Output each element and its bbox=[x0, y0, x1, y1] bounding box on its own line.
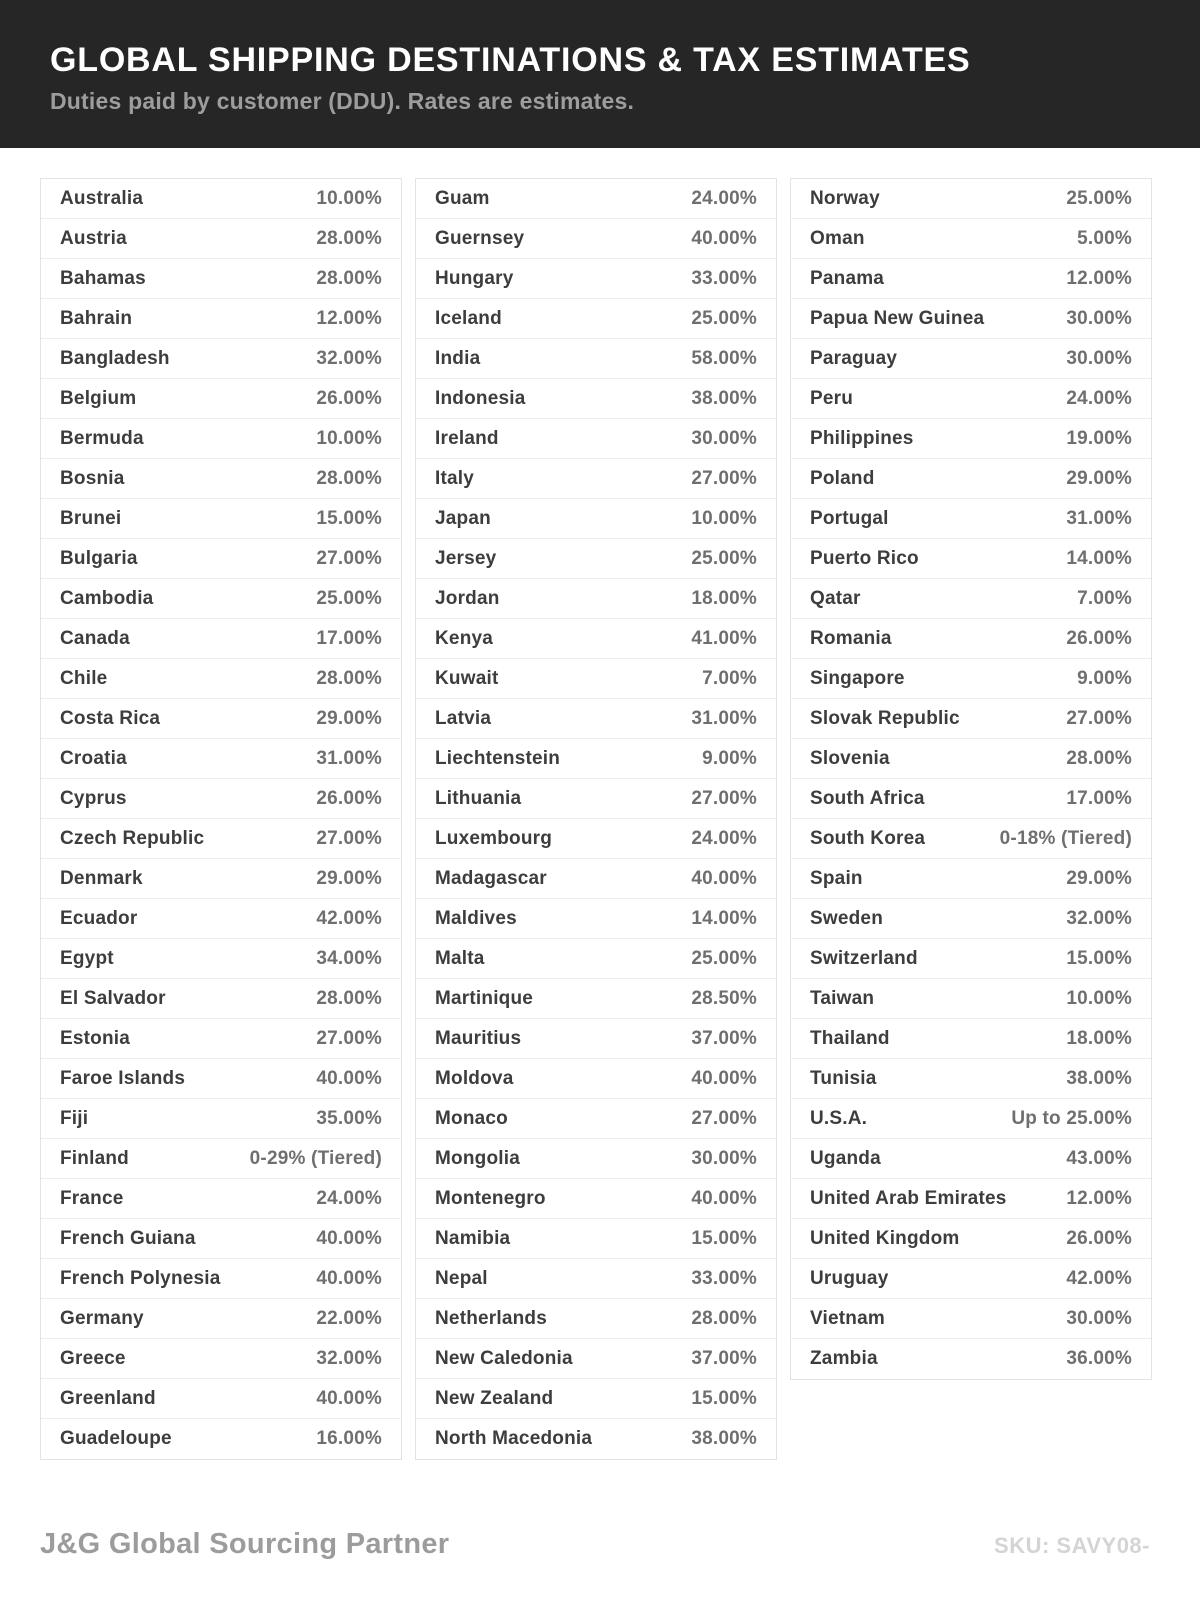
table-row bbox=[41, 1339, 401, 1379]
country-label: Montenegro bbox=[435, 1187, 546, 1209]
rate-value: 28.00% bbox=[691, 1307, 757, 1329]
table-row bbox=[791, 819, 1151, 859]
rate-value: 34.00% bbox=[316, 947, 382, 969]
table-row bbox=[791, 499, 1151, 539]
rate-value: 27.00% bbox=[1066, 707, 1132, 729]
country-label: United Arab Emirates bbox=[810, 1187, 1007, 1209]
table-row bbox=[41, 499, 401, 539]
rate-value: 40.00% bbox=[316, 1067, 382, 1089]
table-row bbox=[41, 699, 401, 739]
table-row bbox=[41, 1219, 401, 1259]
table-row bbox=[41, 1099, 401, 1139]
rate-value: 7.00% bbox=[1077, 587, 1132, 609]
table-row bbox=[41, 1419, 401, 1459]
country-label: Monaco bbox=[435, 1107, 508, 1129]
rate-value: Up to 25.00% bbox=[1011, 1107, 1132, 1129]
rate-value: 15.00% bbox=[691, 1227, 757, 1249]
country-label: Tunisia bbox=[810, 1067, 877, 1089]
rate-value: 15.00% bbox=[1066, 947, 1132, 969]
rate-value: 28.00% bbox=[316, 467, 382, 489]
country-label: Greece bbox=[60, 1347, 126, 1369]
rate-value: 25.00% bbox=[691, 947, 757, 969]
rate-value: 10.00% bbox=[316, 187, 382, 209]
table-row bbox=[416, 659, 776, 699]
rates-column-1 bbox=[40, 178, 402, 1460]
country-label: Slovak Republic bbox=[810, 707, 960, 729]
rate-value: 29.00% bbox=[316, 707, 382, 729]
table-row bbox=[41, 419, 401, 459]
country-label: Jordan bbox=[435, 587, 500, 609]
country-label: South Korea bbox=[810, 827, 926, 849]
table-row bbox=[791, 1179, 1151, 1219]
rate-value: 38.00% bbox=[691, 1428, 757, 1449]
country-label: Fiji bbox=[60, 1107, 89, 1129]
rate-value: 29.00% bbox=[316, 867, 382, 889]
country-label: El Salvador bbox=[60, 987, 166, 1009]
table-row bbox=[791, 1139, 1151, 1179]
rate-value: 17.00% bbox=[1066, 787, 1132, 809]
table-row bbox=[416, 859, 776, 899]
country-label: Switzerland bbox=[810, 947, 918, 969]
country-label: Belgium bbox=[60, 387, 137, 409]
country-label: Panama bbox=[810, 267, 885, 289]
country-label: South Africa bbox=[810, 787, 925, 809]
country-label: Mauritius bbox=[435, 1027, 522, 1049]
country-label: Guernsey bbox=[435, 227, 525, 249]
country-label: Thailand bbox=[810, 1027, 890, 1049]
rate-value: 30.00% bbox=[1066, 1307, 1132, 1329]
country-label: Maldives bbox=[435, 907, 517, 929]
country-label: Norway bbox=[810, 187, 880, 209]
table-row bbox=[791, 259, 1151, 299]
rate-value: 27.00% bbox=[691, 787, 757, 809]
rate-value: 42.00% bbox=[1066, 1267, 1132, 1289]
rate-value: 40.00% bbox=[316, 1227, 382, 1249]
country-label: Luxembourg bbox=[435, 827, 553, 849]
country-label: Lithuania bbox=[435, 787, 522, 809]
rate-value: 24.00% bbox=[1066, 387, 1132, 409]
table-row bbox=[41, 379, 401, 419]
table-row bbox=[416, 1419, 776, 1459]
table-row bbox=[416, 819, 776, 859]
table-row bbox=[791, 619, 1151, 659]
country-label: Italy bbox=[435, 467, 475, 489]
table-row bbox=[791, 1299, 1151, 1339]
table-row bbox=[41, 1019, 401, 1059]
table-row bbox=[41, 299, 401, 339]
table-row bbox=[41, 619, 401, 659]
table-row bbox=[416, 619, 776, 659]
country-label: Latvia bbox=[435, 707, 492, 729]
rates-column-3 bbox=[790, 178, 1152, 1380]
table-row bbox=[791, 1059, 1151, 1099]
rate-value: 18.00% bbox=[1066, 1027, 1132, 1049]
rate-value: 30.00% bbox=[1066, 307, 1132, 329]
rate-value: 33.00% bbox=[691, 1267, 757, 1289]
table-row bbox=[791, 1219, 1151, 1259]
table-row bbox=[416, 1299, 776, 1339]
rate-value: 14.00% bbox=[1066, 547, 1132, 569]
country-label: Bosnia bbox=[60, 467, 125, 489]
rate-value: 40.00% bbox=[691, 1187, 757, 1209]
table-row bbox=[416, 539, 776, 579]
country-label: Netherlands bbox=[435, 1307, 548, 1329]
country-label: Philippines bbox=[810, 427, 914, 449]
rate-value: 27.00% bbox=[316, 827, 382, 849]
country-label: United Kingdom bbox=[810, 1227, 960, 1249]
rate-value: 18.00% bbox=[691, 587, 757, 609]
country-label: Vietnam bbox=[810, 1307, 885, 1329]
rate-value: 10.00% bbox=[316, 427, 382, 449]
table-row bbox=[416, 939, 776, 979]
rate-value: 40.00% bbox=[316, 1267, 382, 1289]
table-row bbox=[791, 459, 1151, 499]
rate-value: 24.00% bbox=[691, 187, 757, 209]
country-label: Greenland bbox=[60, 1387, 156, 1409]
country-label: Qatar bbox=[810, 587, 861, 609]
table-row bbox=[41, 899, 401, 939]
table-row bbox=[791, 539, 1151, 579]
rate-value: 10.00% bbox=[691, 507, 757, 529]
country-label: Poland bbox=[810, 467, 875, 489]
country-label: Ecuador bbox=[60, 907, 138, 929]
table-row bbox=[791, 179, 1151, 219]
rate-value: 26.00% bbox=[1066, 627, 1132, 649]
table-row bbox=[416, 779, 776, 819]
country-label: Jersey bbox=[435, 547, 497, 569]
table-row bbox=[791, 379, 1151, 419]
country-label: Malta bbox=[435, 947, 485, 969]
rate-value: 28.00% bbox=[1066, 747, 1132, 769]
country-label: Japan bbox=[435, 507, 491, 529]
table-row bbox=[416, 459, 776, 499]
table-row bbox=[416, 1099, 776, 1139]
table-row bbox=[416, 1339, 776, 1379]
rate-value: 28.00% bbox=[316, 987, 382, 1009]
country-label: Ireland bbox=[435, 427, 499, 449]
table-row bbox=[416, 419, 776, 459]
table-row bbox=[416, 1139, 776, 1179]
country-label: Faroe Islands bbox=[60, 1067, 186, 1089]
rate-value: 0-29% (Tiered) bbox=[249, 1147, 382, 1169]
table-row bbox=[41, 819, 401, 859]
rate-value: 27.00% bbox=[316, 1027, 382, 1049]
country-label: Kuwait bbox=[435, 667, 499, 689]
table-row bbox=[791, 419, 1151, 459]
rate-value: 12.00% bbox=[316, 307, 382, 329]
country-label: Finland bbox=[60, 1147, 129, 1169]
rate-value: 40.00% bbox=[316, 1387, 382, 1409]
rate-value: 30.00% bbox=[1066, 347, 1132, 369]
rate-value: 9.00% bbox=[1077, 667, 1132, 689]
country-label: Czech Republic bbox=[60, 827, 205, 849]
rate-value: 26.00% bbox=[316, 787, 382, 809]
table-row bbox=[416, 1059, 776, 1099]
rate-value: 14.00% bbox=[691, 907, 757, 929]
rate-value: 31.00% bbox=[1066, 507, 1132, 529]
table-row bbox=[41, 739, 401, 779]
country-label: French Guiana bbox=[60, 1227, 196, 1249]
rate-value: 5.00% bbox=[1077, 227, 1132, 249]
table-row bbox=[41, 459, 401, 499]
rate-value: 0-18% (Tiered) bbox=[999, 827, 1132, 849]
rate-value: 28.50% bbox=[691, 987, 757, 1009]
country-label: Zambia bbox=[810, 1348, 878, 1369]
table-row bbox=[41, 259, 401, 299]
country-label: Uruguay bbox=[810, 1267, 889, 1289]
rate-value: 10.00% bbox=[1066, 987, 1132, 1009]
table-row bbox=[416, 899, 776, 939]
rate-value: 43.00% bbox=[1066, 1147, 1132, 1169]
rate-value: 32.00% bbox=[1066, 907, 1132, 929]
country-label: Denmark bbox=[60, 867, 143, 889]
country-label: Bulgaria bbox=[60, 547, 138, 569]
country-label: Cambodia bbox=[60, 587, 154, 609]
country-label: Croatia bbox=[60, 747, 127, 769]
brand-name: J&G Global Sourcing Partner bbox=[40, 1528, 450, 1560]
table-row bbox=[791, 579, 1151, 619]
rate-value: 25.00% bbox=[316, 587, 382, 609]
rate-value: 28.00% bbox=[316, 267, 382, 289]
page-title: GLOBAL SHIPPING DESTINATIONS & TAX ESTIMATES bbox=[50, 41, 971, 79]
rate-value: 27.00% bbox=[691, 1107, 757, 1129]
table-row bbox=[791, 939, 1151, 979]
table-row bbox=[416, 339, 776, 379]
country-label: Slovenia bbox=[810, 747, 890, 769]
country-label: Oman bbox=[810, 227, 865, 249]
rate-value: 15.00% bbox=[316, 507, 382, 529]
table-row bbox=[416, 379, 776, 419]
country-label: Australia bbox=[60, 187, 144, 209]
rate-value: 40.00% bbox=[691, 1067, 757, 1089]
table-row bbox=[41, 539, 401, 579]
table-row bbox=[41, 219, 401, 259]
table-row bbox=[416, 1219, 776, 1259]
country-label: Egypt bbox=[60, 947, 114, 969]
rate-value: 24.00% bbox=[691, 827, 757, 849]
country-label: Bangladesh bbox=[60, 347, 170, 369]
rate-value: 7.00% bbox=[702, 667, 757, 689]
country-label: Liechtenstein bbox=[435, 747, 561, 769]
table-row bbox=[41, 939, 401, 979]
rate-value: 37.00% bbox=[691, 1347, 757, 1369]
rate-value: 32.00% bbox=[316, 347, 382, 369]
country-label: Guadeloupe bbox=[60, 1428, 172, 1449]
rate-value: 29.00% bbox=[1066, 467, 1132, 489]
country-label: Kenya bbox=[435, 627, 494, 649]
country-label: Singapore bbox=[810, 667, 905, 689]
rate-value: 25.00% bbox=[691, 307, 757, 329]
table-row bbox=[416, 1379, 776, 1419]
country-label: Estonia bbox=[60, 1027, 131, 1049]
country-label: Bermuda bbox=[60, 427, 144, 449]
table-row bbox=[41, 659, 401, 699]
table-row bbox=[416, 979, 776, 1019]
table-row bbox=[791, 219, 1151, 259]
table-row bbox=[791, 899, 1151, 939]
table-row bbox=[416, 499, 776, 539]
country-label: Nepal bbox=[435, 1267, 488, 1289]
rates-table bbox=[40, 178, 1152, 1460]
country-label: Paraguay bbox=[810, 347, 898, 369]
rate-value: 31.00% bbox=[316, 747, 382, 769]
rate-value: 58.00% bbox=[691, 347, 757, 369]
table-row bbox=[416, 1019, 776, 1059]
table-row bbox=[41, 339, 401, 379]
country-label: Brunei bbox=[60, 507, 122, 529]
country-label: Costa Rica bbox=[60, 707, 161, 729]
rate-value: 38.00% bbox=[691, 387, 757, 409]
table-row bbox=[41, 1299, 401, 1339]
table-row bbox=[791, 779, 1151, 819]
rate-value: 29.00% bbox=[1066, 867, 1132, 889]
table-row bbox=[416, 579, 776, 619]
table-row bbox=[791, 1019, 1151, 1059]
table-row bbox=[791, 1259, 1151, 1299]
rate-value: 36.00% bbox=[1066, 1348, 1132, 1369]
sku-label: SKU: SAVY08- bbox=[994, 1533, 1150, 1558]
rate-value: 25.00% bbox=[1066, 187, 1132, 209]
country-label: New Zealand bbox=[435, 1387, 554, 1409]
page-subtitle: Duties paid by customer (DDU). Rates are estimates. bbox=[50, 88, 635, 115]
table-row bbox=[416, 179, 776, 219]
table-row bbox=[791, 339, 1151, 379]
table-row bbox=[791, 859, 1151, 899]
table-row bbox=[41, 179, 401, 219]
table-row bbox=[416, 1259, 776, 1299]
table-row bbox=[41, 1179, 401, 1219]
table-row bbox=[41, 1259, 401, 1299]
country-label: Chile bbox=[60, 667, 108, 689]
rate-value: 12.00% bbox=[1066, 267, 1132, 289]
country-label: Bahrain bbox=[60, 307, 133, 329]
table-row bbox=[791, 979, 1151, 1019]
rate-value: 42.00% bbox=[316, 907, 382, 929]
rate-value: 17.00% bbox=[316, 627, 382, 649]
page-header bbox=[0, 0, 1200, 148]
country-label: U.S.A. bbox=[810, 1107, 868, 1129]
table-row bbox=[416, 739, 776, 779]
country-label: Austria bbox=[60, 227, 127, 249]
country-label: Namibia bbox=[435, 1227, 511, 1249]
rate-value: 28.00% bbox=[316, 227, 382, 249]
table-row bbox=[791, 1339, 1151, 1379]
table-row bbox=[416, 1179, 776, 1219]
rate-value: 32.00% bbox=[316, 1347, 382, 1369]
rate-value: 25.00% bbox=[691, 547, 757, 569]
rate-value: 40.00% bbox=[691, 227, 757, 249]
country-label: Germany bbox=[60, 1307, 144, 1329]
country-label: New Caledonia bbox=[435, 1347, 573, 1369]
rate-value: 9.00% bbox=[702, 747, 757, 769]
rate-value: 31.00% bbox=[691, 707, 757, 729]
rate-value: 41.00% bbox=[691, 627, 757, 649]
country-label: Portugal bbox=[810, 507, 889, 529]
table-row bbox=[41, 1379, 401, 1419]
rate-value: 38.00% bbox=[1066, 1067, 1132, 1089]
rate-value: 24.00% bbox=[316, 1187, 382, 1209]
country-label: India bbox=[435, 347, 481, 369]
country-label: Sweden bbox=[810, 907, 883, 929]
table-row bbox=[416, 259, 776, 299]
rate-value: 22.00% bbox=[316, 1307, 382, 1329]
table-row bbox=[41, 979, 401, 1019]
country-label: Puerto Rico bbox=[810, 547, 919, 569]
rate-value: 26.00% bbox=[316, 387, 382, 409]
country-label: France bbox=[60, 1187, 124, 1209]
country-label: Guam bbox=[435, 187, 490, 209]
rate-value: 30.00% bbox=[691, 1147, 757, 1169]
table-row bbox=[791, 1099, 1151, 1139]
country-label: Peru bbox=[810, 387, 854, 409]
table-row bbox=[41, 779, 401, 819]
table-row bbox=[791, 739, 1151, 779]
rate-value: 12.00% bbox=[1066, 1187, 1132, 1209]
country-label: French Polynesia bbox=[60, 1267, 221, 1289]
country-label: Romania bbox=[810, 627, 892, 649]
country-label: Hungary bbox=[435, 267, 514, 289]
country-label: Mongolia bbox=[435, 1147, 520, 1169]
country-label: Bahamas bbox=[60, 267, 146, 289]
country-label: Cyprus bbox=[60, 787, 127, 809]
rate-value: 19.00% bbox=[1066, 427, 1132, 449]
table-row bbox=[416, 219, 776, 259]
country-label: Uganda bbox=[810, 1147, 881, 1169]
table-row bbox=[791, 299, 1151, 339]
rate-value: 33.00% bbox=[691, 267, 757, 289]
table-row bbox=[41, 579, 401, 619]
rate-value: 16.00% bbox=[316, 1428, 382, 1449]
table-row bbox=[41, 1059, 401, 1099]
country-label: Moldova bbox=[435, 1067, 514, 1089]
country-label: Indonesia bbox=[435, 387, 526, 409]
country-label: Papua New Guinea bbox=[810, 307, 985, 329]
rate-value: 35.00% bbox=[316, 1107, 382, 1129]
country-label: Iceland bbox=[435, 307, 502, 329]
rates-column-2 bbox=[415, 178, 777, 1460]
page-footer bbox=[40, 1528, 1150, 1561]
rate-value: 27.00% bbox=[691, 467, 757, 489]
table-row bbox=[41, 1139, 401, 1179]
table-row bbox=[41, 859, 401, 899]
country-label: Spain bbox=[810, 867, 863, 889]
rate-value: 28.00% bbox=[316, 667, 382, 689]
rate-value: 27.00% bbox=[316, 547, 382, 569]
country-label: Canada bbox=[60, 627, 130, 649]
rate-value: 40.00% bbox=[691, 867, 757, 889]
rate-value: 26.00% bbox=[1066, 1227, 1132, 1249]
rate-value: 37.00% bbox=[691, 1027, 757, 1049]
rate-value: 15.00% bbox=[691, 1387, 757, 1409]
table-row bbox=[416, 299, 776, 339]
country-label: Madagascar bbox=[435, 867, 547, 889]
table-row bbox=[791, 699, 1151, 739]
country-label: North Macedonia bbox=[435, 1428, 593, 1449]
country-label: Taiwan bbox=[810, 987, 875, 1009]
table-row bbox=[416, 699, 776, 739]
rate-value: 30.00% bbox=[691, 427, 757, 449]
country-label: Martinique bbox=[435, 987, 534, 1009]
table-row bbox=[791, 659, 1151, 699]
